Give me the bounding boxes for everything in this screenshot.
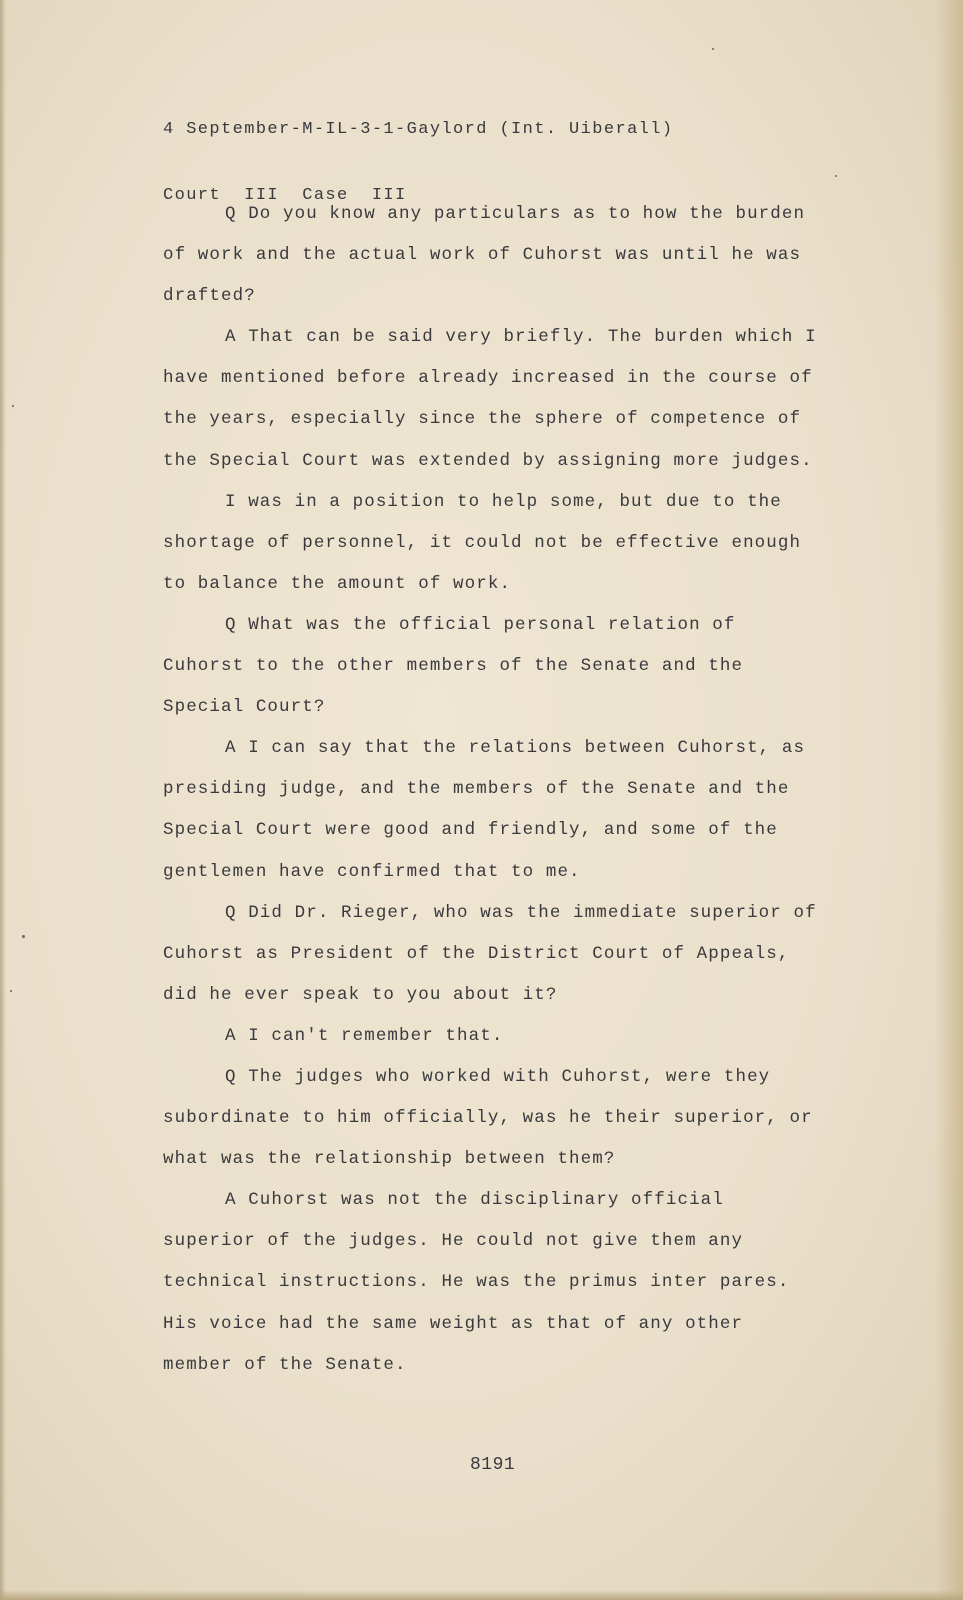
paper-speck <box>835 175 837 177</box>
header-court-line: Court III Case III <box>163 186 407 205</box>
transcript-paragraph: I was in a position to help some, but due to the shortage of personnel, it could not be effective enough to balance the amount of work. <box>163 491 802 594</box>
page-edge-shadow-bottom <box>0 1590 963 1600</box>
header-session-line: 4 September-M-IL-3-1-Gaylord (Int. Uiberall) <box>163 120 674 139</box>
transcript-paragraph: A Cuhorst was not the disciplinary official superior of the judges. He could not give them any technical instructions. He was the primus inter pares. His voice had the same weight as that of any other member of the Senate. <box>163 1190 790 1375</box>
transcript-paragraph: Q What was the official personal relation of Cuhorst to the other members of the Senate and the Special Court? <box>163 614 744 718</box>
transcript-paragraph: A I can't remember that. <box>225 1025 504 1046</box>
paper-speck <box>712 48 714 50</box>
transcript-paragraph: A I can say that the relations between Cuhorst, as presiding judge, and the members of the Senate and the Special Court were good and friendly, and some of the gentlemen have confirmed that to me. <box>163 738 806 882</box>
page-edge-shadow-left <box>0 0 6 1600</box>
paper-speck <box>22 935 25 938</box>
transcript-paragraph: A That can be said very briefly. The burden which I have mentioned before already increased in the course of the years, especially since the sphere of competence of the Special Court was extended by assigning more judges. <box>163 327 817 471</box>
page-number: 8191 <box>470 1455 516 1475</box>
transcript-paragraph: Q The judges who worked with Cuhorst, were they subordinate to him officially, was he their superior, or what was the relationship between them? <box>163 1066 813 1170</box>
transcript-paragraph: Q Do you know any particulars as to how the burden of work and the actual work of Cuhorst was until he was drafted? <box>163 204 806 307</box>
page-edge-shadow-right <box>935 0 963 1600</box>
transcript-body <box>163 194 823 1386</box>
transcript-paragraph: Q Did Dr. Rieger, who was the immediate superior of Cuhorst as President of the District Court of Appeals, did he ever speak to you about it? <box>163 902 817 1005</box>
paper-speck <box>10 990 12 992</box>
paper-speck <box>12 405 14 407</box>
